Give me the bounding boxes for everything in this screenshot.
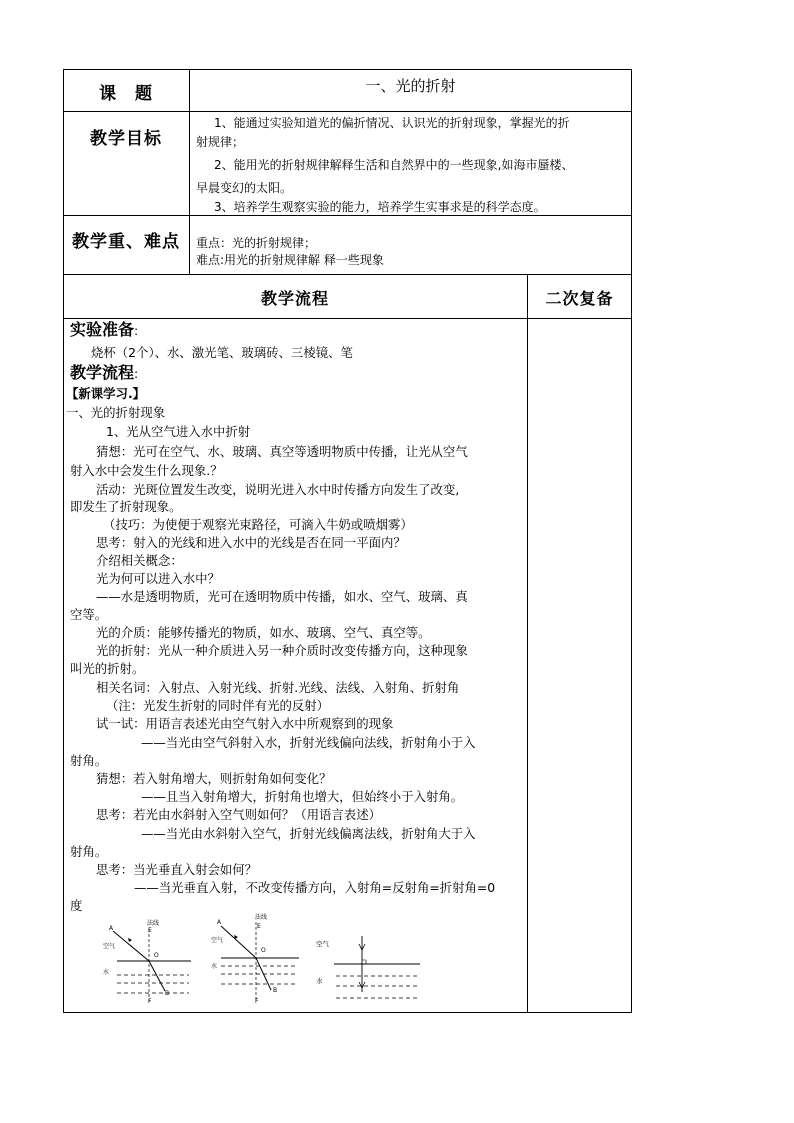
content-line: 活动：光斑位置发生改变，说明光进入水中时传播方向发生了改变, [96,482,460,497]
air-label: 空气 [211,937,224,944]
water-label: 水 [211,963,218,970]
point-f-label: F [255,998,259,1005]
content-line: 射角。 [70,844,108,859]
objective-line: 2、能用光的折射规律解释生活和自然界中的一些现象,如海市蜃楼、 [214,158,574,172]
prep-heading [70,321,138,340]
new-lesson-label: 【新课学习.】 [66,386,146,401]
content-line: 射角。 [70,753,108,768]
revision-header: 二次复备 [545,289,614,308]
column-divider [189,69,190,274]
perpendicular-incidence-diagram [312,930,427,1008]
content-line: 即发生了折射现象。 [70,499,182,514]
content-line: ——水是透明物质，光可在透明物质中传播，如水、空气、玻璃、真 [96,589,468,604]
objectives-list [196,114,628,217]
content-line: 猜想：光可在空气、水、玻璃、真空等透明物质中传播，让光从空气 [96,444,468,459]
row-divider [63,318,632,319]
content-line: （注：光发生折射的同时伴有光的反射） [106,698,330,713]
topic-title: 一、光的折射 [365,77,456,95]
point-a-label: A [217,919,222,926]
prep-colon: : [134,323,139,338]
content-line: 叫光的折射。 [70,661,145,676]
flow-colon: : [134,366,139,381]
point-b-label: B [165,990,170,997]
right-angle-mark [362,960,366,964]
point-o-label: O [261,947,266,954]
column-divider [527,274,528,1013]
difficulty: 难点:用光的折射规律解 释一些现象 [196,253,384,267]
key-point: 重点：光的折射规律； [196,236,317,250]
content-line: 1、光从空气进入水中折射 [106,424,251,439]
objective-line: 1、能通过实验知道光的偏折情况、认识光的折射现象，掌握光的折 [214,116,570,130]
point-e-label: E [257,923,261,930]
content-line: 思考：射入的光线和进入水中的光线是否在同一平面内？ [96,535,406,550]
refracted-ray [149,961,165,991]
point-o-label: O [154,952,159,959]
objective-line: 3、培养学生观察实验的能力，培养学生实事求是的科学态度。 [214,200,546,214]
topic-label: 课 题 [99,84,153,104]
flow-title: 教学流程 [70,363,135,382]
point-a-label: A [109,925,114,932]
content-line: 思考：当光垂直入射会如何？ [96,862,258,877]
prep-items: 烧杯（2个）、水、激光笔、玻璃砖、三棱镜、笔 [91,345,353,360]
content-line: 度 [70,898,83,913]
content-line: 光为何可以进入水中？ [96,571,220,586]
point-b-label: B [273,987,278,994]
refraction-diagram-air-to-water [95,915,195,1005]
content-line: 相关名词：入射点、入射光线、折射.光线、法线、入射角、折射角 [96,680,460,695]
water-label: 水 [316,977,323,985]
objectives-label: 教学目标 [90,129,162,149]
prep-title: 实验准备 [70,320,135,339]
air-label: 空气 [316,940,329,948]
point-e-label: E [148,927,152,934]
content-line: 空等。 [70,607,108,622]
content-line: （技巧：为使便于观察光束路径，可滴入牛奶或喷烟雾） [103,517,413,532]
incident-ray [113,931,149,961]
content-line: 光的介质：能够传播光的物质，如水、玻璃、空气、真空等。 [96,625,431,640]
content-line: 射入水中会发生什么现象.？ [70,463,223,478]
content-line: ——当光由水斜射入空气，折射光线偏离法线，折射角大于入 [141,826,476,841]
content-line: 试一试：用语言表述光由空气射入水中所观察到的现象 [96,716,394,731]
row-divider [63,274,632,275]
objective-line: 射规律； [196,135,245,149]
air-label: 空气 [103,943,116,950]
normal-label: 法线 [255,914,268,921]
point-f-label: F [148,998,152,1005]
flow-heading [70,364,138,383]
focus-label: 教学重、难点 [72,232,180,252]
content-line: 猜想：若入射角增大，则折射角如何变化？ [96,771,332,786]
content-line: ——当光由空气斜射入水，折射光线偏向法线，折射角小于入 [141,735,476,750]
objective-line: 早晨变幻的太阳。 [196,181,293,195]
refraction-diagram-water-to-air [205,910,305,1005]
water-label: 水 [103,969,110,976]
row-divider [63,111,632,112]
content-line: ——当光垂直入射，不改变传播方向，入射角=反射角=折射角=0 [134,880,496,895]
content-line: 光的折射：光从一种介质进入另一种介质时改变传播方向，这种现象 [96,643,468,658]
process-header: 教学流程 [260,289,329,308]
content-line: 一、光的折射现象 [66,405,166,420]
content-line: 思考：若光由水斜射入空气则如何？（用语言表述） [96,807,381,822]
content-line: ——且当入射角增大，折射角也增大，但始终小于入射角。 [141,789,464,804]
arrow-icon [128,938,132,942]
content-line: 介绍相关概念： [96,553,183,568]
normal-label: 法线 [147,920,160,927]
incident-ray [221,926,256,958]
